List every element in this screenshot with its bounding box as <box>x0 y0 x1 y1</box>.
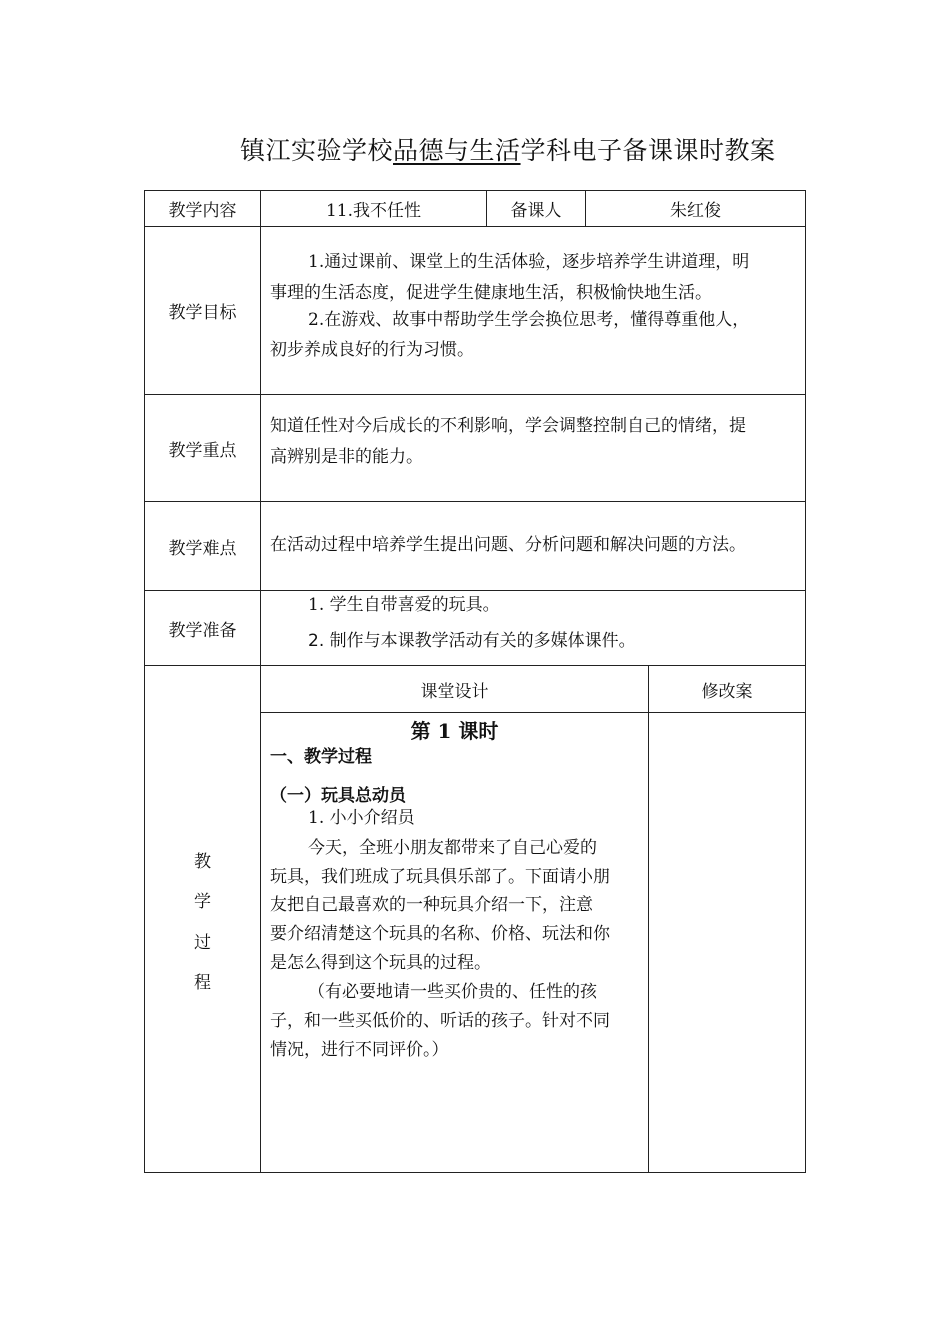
page-title <box>240 131 800 167</box>
body-line-2: 玩具，我们班成了玩具俱乐部了。下面请小朋 <box>270 867 610 887</box>
objectives-line-4: 初步养成良好的行为习惯。 <box>270 340 474 360</box>
body-line-4: 要介绍清楚这个玩具的名称、价格、玩法和你 <box>270 924 610 944</box>
objectives-line-1: 1.通过课前、课堂上的生活体验，逐步培养学生讲道理，明 <box>308 252 750 272</box>
body-line-5: 是怎么得到这个玩具的过程。 <box>270 953 491 973</box>
content-label: 教学内容 <box>168 201 237 221</box>
note-line-3: 情况，进行不同评价。） <box>270 1040 449 1060</box>
title-subject: 品德与生活 <box>393 136 521 165</box>
prep-item-1 <box>308 590 500 621</box>
objectives-line-2: 事理的生活态度，促进学生健康地生活，积极愉快地生活。 <box>270 283 712 303</box>
difficulty-text: 在活动过程中培养学生提出问题、分析问题和解决问题的方法。 <box>270 535 746 555</box>
cell-process-label <box>144 665 261 1173</box>
preparer-label: 备课人 <box>510 201 562 221</box>
title-suffix: 学科电子备课课时教案 <box>520 136 776 165</box>
lesson-title: 第 1 课时 <box>410 719 499 743</box>
process-label-char-3: 过 <box>194 933 211 953</box>
item-heading: 1. 小小介绍员 <box>308 808 415 828</box>
cell-revision-body <box>648 712 806 1173</box>
section-heading: 一、教学过程 <box>270 747 372 767</box>
content-value: 11.我不任性 <box>325 201 422 221</box>
body-line-3: 友把自己最喜欢的一种玩具介绍一下，注意 <box>270 895 593 915</box>
objectives-line-3: 2.在游戏、故事中帮助学生学会换位思考，懂得尊重他人， <box>308 310 750 330</box>
prep-item-1-text: 学生自带喜爱的玩具。 <box>329 595 500 615</box>
design-header: 课堂设计 <box>420 681 489 702</box>
note-line-1: （有必要地请一些买价贵的、任性的孩 <box>308 982 597 1002</box>
difficulty-label: 教学难点 <box>168 538 237 559</box>
title-school: 镇江实验学校 <box>240 136 394 165</box>
prep-item-2: 2. 制作与本课教学活动有关的多媒体课件。 <box>308 631 636 651</box>
subsection-heading: （一）玩具总动员 <box>270 786 406 806</box>
process-label-char-1: 教 <box>194 852 211 872</box>
key-line-1: 知道任性对今后成长的不利影响，学会调整控制自己的情绪，提 <box>270 416 746 436</box>
body-line-1: 今天，全班小朋友都带来了自己心爱的 <box>308 838 597 858</box>
key-label: 教学重点 <box>168 440 237 461</box>
revision-header: 修改案 <box>701 681 753 702</box>
objectives-label: 教学目标 <box>168 303 237 323</box>
prep-label: 教学准备 <box>168 620 237 641</box>
prep-item-1-number: 1. <box>308 595 325 615</box>
process-label-char-2: 学 <box>194 892 211 912</box>
note-line-2: 子，和一些买低价的、听话的孩子。针对不同 <box>270 1011 610 1031</box>
key-line-2: 高辨别是非的能力。 <box>270 447 423 467</box>
process-label-char-4: 程 <box>194 973 211 993</box>
preparer-value: 朱红俊 <box>670 201 721 221</box>
